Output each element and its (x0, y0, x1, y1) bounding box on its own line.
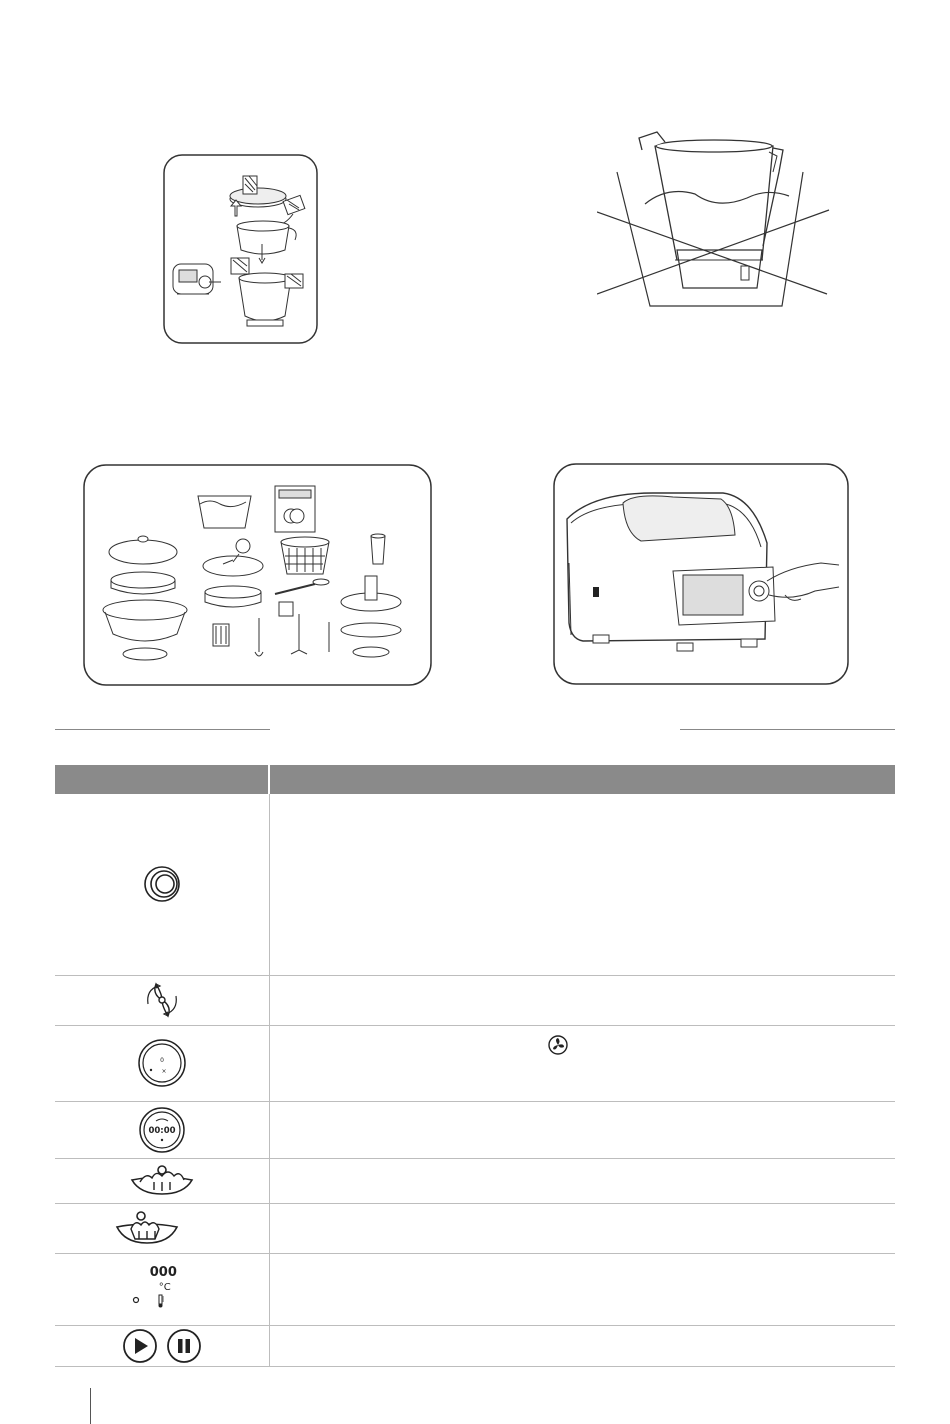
row-description (269, 794, 895, 975)
temperature-cell (55, 1253, 269, 1325)
steam-tray-cell (55, 1203, 269, 1253)
table-row (55, 1203, 895, 1253)
row-description (269, 1158, 895, 1203)
timer-knob-icon (138, 1106, 186, 1154)
section-rule-right (680, 729, 895, 730)
speed-knob-icon (137, 1038, 187, 1088)
table-row (55, 975, 895, 1025)
page-margin-bar (90, 1388, 91, 1424)
control-knob-cell (55, 794, 269, 975)
svg-text:0: 0 (159, 1057, 164, 1064)
pause-icon (166, 1328, 202, 1364)
table-row (55, 1325, 895, 1366)
timer-cell (55, 1101, 269, 1158)
steam-basket-cell (55, 1158, 269, 1203)
row-description (269, 1203, 895, 1253)
controls-table (55, 765, 895, 1367)
row-description (269, 1253, 895, 1325)
table-header-description (269, 765, 895, 794)
steam-basket-icon (128, 1164, 196, 1198)
temperature-unit: °C (158, 1281, 171, 1293)
table-row (55, 1253, 895, 1325)
thermometer-icon (156, 1294, 166, 1308)
steam-tray-icon (111, 1209, 183, 1247)
section-rule-left (55, 729, 270, 730)
table-header (55, 765, 895, 794)
row-description (269, 1101, 895, 1158)
table-row (55, 1158, 895, 1203)
table-row (55, 1025, 895, 1101)
row-description (269, 1325, 895, 1366)
table-row (55, 794, 895, 975)
figure-bowl-removal (163, 154, 318, 344)
timer-value: 00:00 (148, 1125, 176, 1136)
fan-icon (548, 1035, 568, 1055)
svg-text:×: × (161, 1068, 167, 1075)
figure-appliance (553, 463, 849, 685)
temperature-display-icon (122, 1259, 202, 1315)
figure-accessories (83, 464, 432, 686)
temperature-value: 000 (149, 1264, 177, 1280)
reverse-rotation-icon (140, 980, 184, 1020)
row-description (269, 1025, 895, 1101)
table-row (55, 1101, 895, 1158)
reverse-cell (55, 975, 269, 1025)
table-header-icon (55, 765, 269, 794)
play-icon (122, 1328, 158, 1364)
row-description (269, 975, 895, 1025)
figure-bowl-warning (597, 128, 833, 308)
speed-knob-cell (55, 1025, 269, 1101)
control-knob-icon (143, 865, 181, 903)
play-pause-cell (55, 1325, 269, 1366)
indicator-dot-icon (132, 1296, 140, 1304)
